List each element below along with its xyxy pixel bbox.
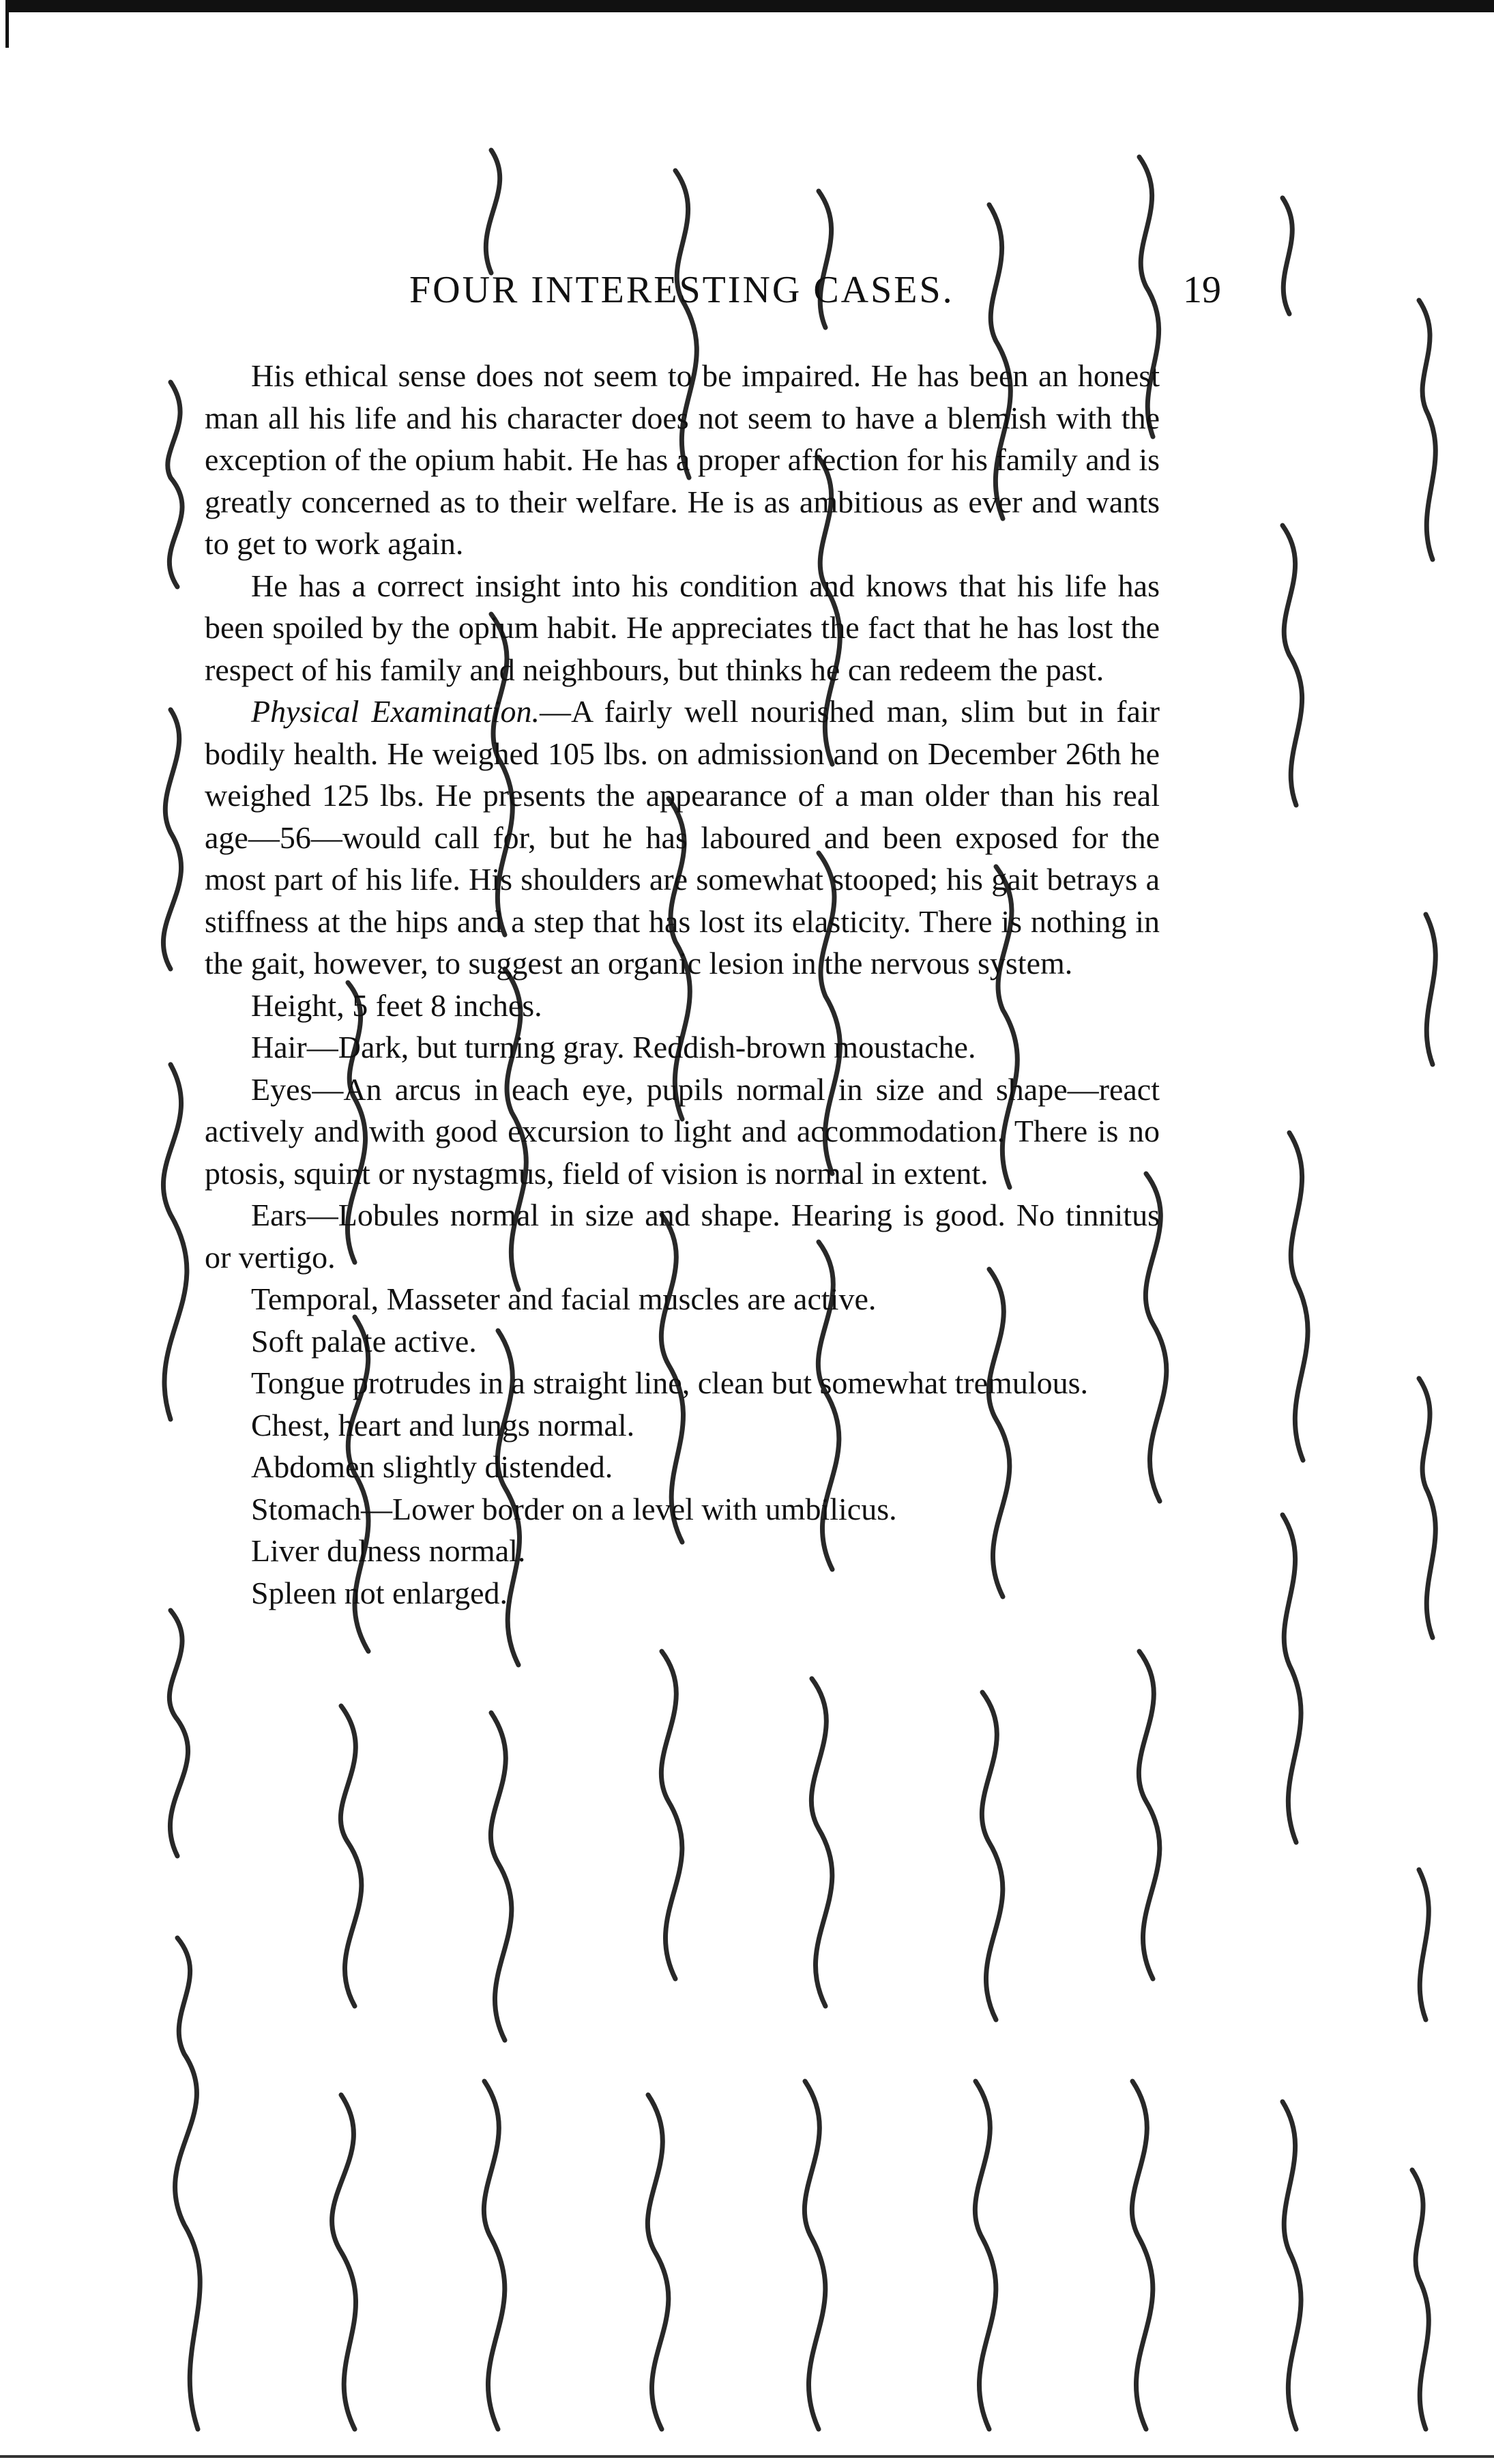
top-border-rule (8, 0, 1494, 12)
paragraph-insight: He has a correct insight into his condition and knows that his life has been spoiled by the opium habit. He appreciates the fact that he has lost the respect of his family and neighbours, but thinks he can redeem the past. (205, 568, 1160, 687)
finding-height: Height, 5 feet 8 inches. (251, 987, 542, 1023)
finding-muscles: Temporal, Masseter and facial muscles are active. (251, 1281, 877, 1316)
finding-liver: Liver dulness normal. (251, 1533, 526, 1568)
bottom-border-rule (0, 2455, 1494, 2458)
left-border-rule (5, 0, 9, 48)
finding-eyes: Eyes—An arcus in each eye, pupils normal in size and shape—react actively and with good excursion to light and accommodation. There is no ptosis, squint or nystagmus, field of vision is normal in extent. (205, 1071, 1160, 1191)
body-text (205, 355, 1160, 1614)
finding-hair: Hair—Dark, but turning gray. Reddish-brown moustache. (251, 1030, 976, 1064)
finding-soft-palate: Soft palate active. (251, 1323, 477, 1359)
finding-chest: Chest, heart and lungs normal. (251, 1407, 635, 1443)
running-head: FOUR INTERESTING CASES. (409, 269, 954, 311)
finding-ears: Ears—Lobules normal in size and shape. Hearing is good. No tinnitus or vertigo. (205, 1198, 1160, 1275)
page-header (205, 263, 1221, 317)
finding-tongue: Tongue protrudes in a straight line, clean but somewhat tremulous. (251, 1365, 1088, 1400)
paragraph-ethical-sense: His ethical sense does not seem to be impaired. He has been an honest man all his life and his character does not seem to have a blemish with the exception of the opium habit. He has a proper affection for his family and is greatly concerned as to their welfare. He is as ambitious as ever and wants to get to work again. (205, 358, 1160, 561)
section-lead: Physical Examination. (251, 694, 540, 729)
finding-spleen: Spleen not enlarged. (251, 1575, 508, 1610)
finding-stomach: Stomach—Lower border on a level with umbilicus. (251, 1491, 897, 1526)
section-text: —A fairly well nourished man, slim but in fair bodily health. He weighed 105 lbs. on admission and on December 26th he weighed 125 lbs. He presents the appearance of a man older than his real age—56—would call for, but he has laboured and been exposed for the most part of his life. His shoulders are somewhat stooped; his gait betrays a stiffness at the hips and a step that has lost its elasticity. There is nothing in the gait, however, to suggest an organic lesion in the nervous system. (205, 694, 1160, 981)
paragraph-physical-examination (205, 691, 1160, 985)
finding-abdomen: Abdomen slightly distended. (251, 1449, 613, 1484)
page-number: 19 (1183, 269, 1221, 311)
